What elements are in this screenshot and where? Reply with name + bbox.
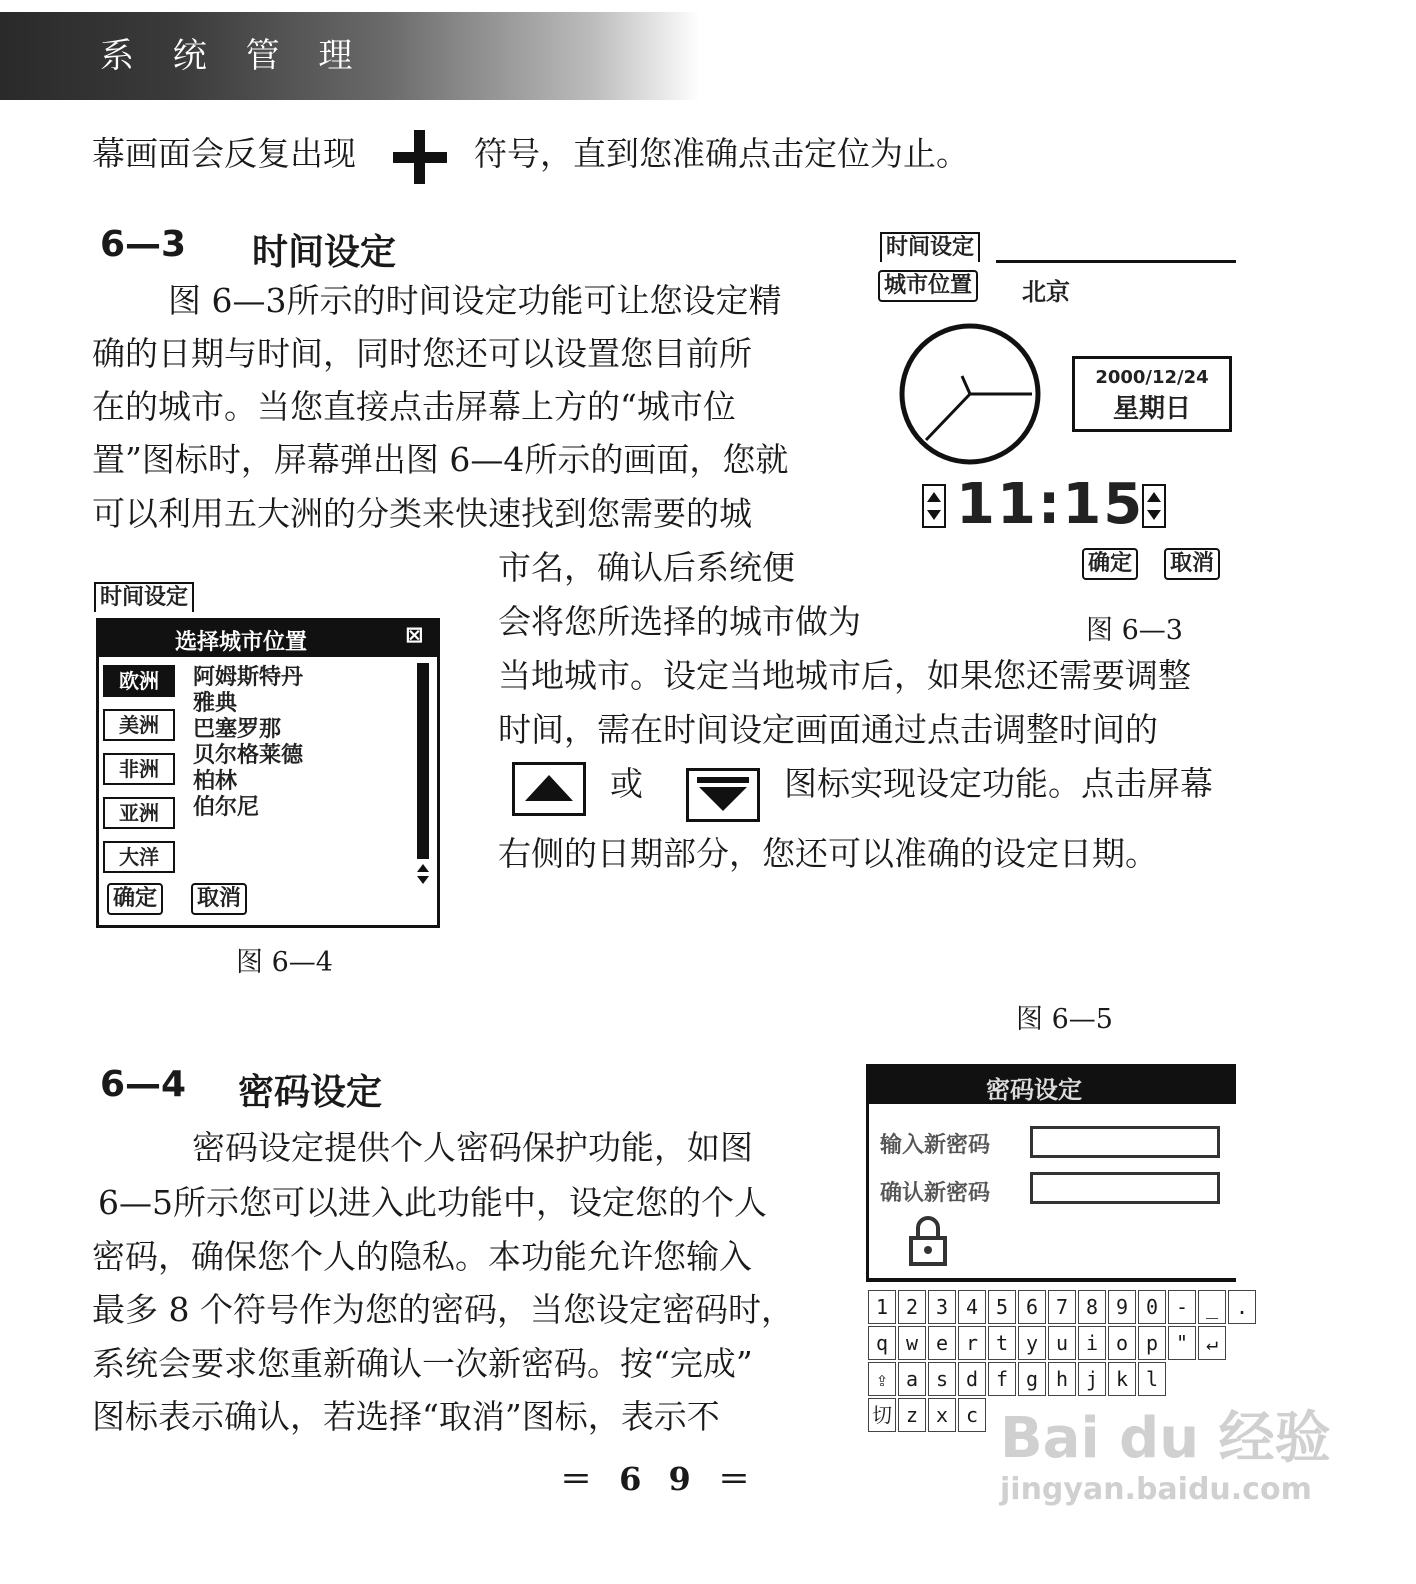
keyboard-row bbox=[868, 1362, 1168, 1396]
close-icon[interactable]: ⊠ bbox=[405, 623, 424, 648]
key[interactable]: 4 bbox=[958, 1290, 986, 1324]
key[interactable]: . bbox=[1228, 1290, 1256, 1324]
or-text: 或 bbox=[610, 764, 643, 803]
city-item[interactable]: 巴塞罗那 bbox=[193, 717, 282, 742]
key[interactable]: 3 bbox=[928, 1290, 956, 1324]
para-64-line: 密码，确保您个人的隐私。本功能允许您输入 bbox=[92, 1237, 752, 1276]
figure-6-3 bbox=[876, 228, 1236, 588]
continent-item[interactable]: 大洋 bbox=[103, 841, 175, 873]
chapter-title: 系 统 管 理 bbox=[100, 36, 367, 76]
keyboard-row bbox=[868, 1326, 1228, 1360]
analog-clock-icon bbox=[896, 320, 1044, 468]
frame-left bbox=[866, 1104, 869, 1280]
tab-divider bbox=[996, 260, 1236, 263]
para-64-line: 最多 8 个符号作为您的密码，当您设定密码时， bbox=[92, 1290, 794, 1329]
lock-icon bbox=[908, 1214, 948, 1268]
ok-button[interactable]: 确定 bbox=[1082, 548, 1138, 580]
new-password-input[interactable] bbox=[1030, 1126, 1220, 1158]
figure-6-4-caption: 图 6—4 bbox=[236, 947, 333, 978]
key[interactable]: a bbox=[898, 1362, 926, 1396]
watermark-url: jingyan.baidu.com bbox=[1000, 1472, 1312, 1507]
para-63-line: 置”图标时，屏幕弹出图 6—4所示的画面，您就 bbox=[92, 440, 789, 479]
key[interactable]: d bbox=[958, 1362, 986, 1396]
key[interactable]: g bbox=[1018, 1362, 1046, 1396]
section-63-title: 时间设定 bbox=[252, 232, 397, 273]
key[interactable]: 切 bbox=[868, 1398, 896, 1432]
key[interactable]: 0 bbox=[1138, 1290, 1166, 1324]
dialog-title-bar bbox=[99, 621, 437, 657]
key[interactable]: - bbox=[1168, 1290, 1196, 1324]
key[interactable]: _ bbox=[1198, 1290, 1226, 1324]
new-password-label: 输入新密码 bbox=[880, 1133, 991, 1158]
key[interactable]: 8 bbox=[1078, 1290, 1106, 1324]
minute-stepper-icon[interactable] bbox=[1142, 484, 1166, 528]
continent-item[interactable]: 亚洲 bbox=[103, 797, 175, 829]
down-arrow-icon bbox=[686, 768, 760, 822]
confirm-password-input[interactable] bbox=[1030, 1172, 1220, 1204]
key[interactable]: p bbox=[1138, 1326, 1166, 1360]
key[interactable]: c bbox=[958, 1398, 986, 1432]
continent-item[interactable]: 美洲 bbox=[103, 709, 175, 741]
keyboard-row bbox=[868, 1290, 1258, 1324]
confirm-password-label: 确认新密码 bbox=[880, 1181, 991, 1206]
key[interactable]: 5 bbox=[988, 1290, 1016, 1324]
section-64-title: 密码设定 bbox=[238, 1072, 383, 1113]
key[interactable]: z bbox=[898, 1398, 926, 1432]
key[interactable]: ⇪ bbox=[868, 1362, 896, 1396]
key[interactable]: 7 bbox=[1048, 1290, 1076, 1324]
continent-item-selected[interactable]: 欧洲 bbox=[103, 665, 175, 697]
city-item[interactable]: 贝尔格莱德 bbox=[193, 743, 304, 768]
key[interactable]: u bbox=[1048, 1326, 1076, 1360]
key[interactable]: r bbox=[958, 1326, 986, 1360]
city-dialog bbox=[96, 618, 440, 928]
key[interactable]: i bbox=[1078, 1326, 1106, 1360]
password-title-bar bbox=[866, 1064, 1236, 1104]
para-63-line: 市名，确认后系统便 bbox=[498, 548, 795, 587]
key[interactable]: e bbox=[928, 1326, 956, 1360]
city-location-button[interactable]: 城市位置 bbox=[878, 270, 978, 302]
key[interactable]: w bbox=[898, 1326, 926, 1360]
key[interactable]: s bbox=[928, 1362, 956, 1396]
para-63-line: 图 6—3所示的时间设定功能可让您设定精 bbox=[168, 281, 782, 320]
figure-6-4 bbox=[92, 578, 444, 934]
key[interactable]: o bbox=[1108, 1326, 1136, 1360]
watermark-brand: Bai du 经验 bbox=[1000, 1406, 1331, 1471]
continent-item[interactable]: 非洲 bbox=[103, 753, 175, 785]
key[interactable]: 9 bbox=[1108, 1290, 1136, 1324]
date-box[interactable] bbox=[1072, 356, 1232, 432]
para-64-line: 系统会要求您重新确认一次新密码。按“完成” bbox=[92, 1344, 753, 1383]
key[interactable]: j bbox=[1078, 1362, 1106, 1396]
city-list bbox=[193, 665, 413, 821]
password-title: 密码设定 bbox=[986, 1076, 1082, 1104]
key[interactable]: y bbox=[1018, 1326, 1046, 1360]
scrollbar[interactable] bbox=[417, 663, 429, 859]
cancel-button[interactable]: 取消 bbox=[191, 883, 247, 915]
page-number: ＝ 6 9 ＝ bbox=[560, 1460, 758, 1498]
para-63-line: 当地城市。设定当地城市后，如果您还需要调整 bbox=[498, 656, 1191, 695]
key[interactable]: 1 bbox=[868, 1290, 896, 1324]
para-63-line: 确的日期与时间，同时您还可以设置您目前所 bbox=[92, 334, 752, 373]
continent-list bbox=[103, 665, 179, 873]
cancel-button[interactable]: 取消 bbox=[1164, 548, 1220, 580]
para-63-line: 在的城市。当您直接点击屏幕上方的“城市位 bbox=[92, 387, 736, 426]
crosshair-icon bbox=[393, 130, 447, 184]
para-63-line: 右侧的日期部分，您还可以准确的设定日期。 bbox=[498, 834, 1158, 873]
weekday-value: 星期日 bbox=[1112, 394, 1191, 424]
para-63-line: 可以利用五大洲的分类来快速找到您需要的城 bbox=[92, 494, 752, 533]
dialog-title: 选择城市位置 bbox=[175, 630, 308, 655]
keyboard-row bbox=[868, 1398, 988, 1432]
key[interactable]: 2 bbox=[898, 1290, 926, 1324]
intro-line bbox=[92, 134, 356, 174]
section-63-number: 6—3 bbox=[100, 224, 187, 265]
city-item[interactable]: 伯尔尼 bbox=[193, 795, 260, 820]
tab-time-settings[interactable]: 时间设定 bbox=[880, 232, 980, 262]
city-item[interactable]: 阿姆斯特丹 bbox=[193, 665, 304, 690]
key[interactable]: q bbox=[868, 1326, 896, 1360]
figure-6-3-caption: 图 6—3 bbox=[1086, 615, 1183, 646]
figure-6-5 bbox=[866, 1064, 1249, 1436]
figure-6-5-caption: 图 6—5 bbox=[1016, 1004, 1113, 1035]
intro-text-after: 符号，直到您准确点击定位为止。 bbox=[474, 134, 969, 173]
key[interactable]: 6 bbox=[1018, 1290, 1046, 1324]
date-value: 2000/12/24 bbox=[1095, 367, 1209, 388]
city-item[interactable]: 柏林 bbox=[193, 769, 238, 794]
up-arrow-icon bbox=[512, 762, 586, 816]
key[interactable]: t bbox=[988, 1326, 1016, 1360]
key[interactable]: l bbox=[1138, 1362, 1166, 1396]
key[interactable]: x bbox=[928, 1398, 956, 1432]
time-display: 11:15 bbox=[956, 472, 1145, 537]
key[interactable]: h bbox=[1048, 1362, 1076, 1396]
para-63-line: 图标实现设定功能。点击屏幕 bbox=[784, 764, 1213, 803]
key[interactable]: k bbox=[1108, 1362, 1136, 1396]
para-64-line: 6—5所示您可以进入此功能中，设定您的个人 bbox=[98, 1183, 767, 1222]
keyboard-divider bbox=[866, 1278, 1236, 1282]
key[interactable]: " bbox=[1168, 1326, 1196, 1360]
tab-time-settings[interactable]: 时间设定 bbox=[94, 582, 194, 612]
city-item[interactable]: 雅典 bbox=[193, 691, 238, 716]
hour-stepper-icon[interactable] bbox=[922, 484, 946, 528]
scroll-arrows-icon[interactable] bbox=[415, 863, 431, 885]
current-city: 北京 bbox=[1022, 278, 1070, 306]
para-63-line: 会将您所选择的城市做为 bbox=[498, 602, 861, 641]
para-64-line: 图标表示确认，若选择“取消”图标，表示不 bbox=[92, 1397, 720, 1436]
intro-text-before: 幕画面会反复出现 bbox=[92, 134, 356, 173]
section-64-number: 6—4 bbox=[100, 1064, 187, 1105]
key[interactable]: f bbox=[988, 1362, 1016, 1396]
key[interactable]: ↵ bbox=[1198, 1326, 1226, 1360]
para-64-line: 密码设定提供个人密码保护功能，如图 bbox=[192, 1128, 753, 1167]
para-63-line: 时间，需在时间设定画面通过点击调整时间的 bbox=[498, 710, 1158, 749]
ok-button[interactable]: 确定 bbox=[107, 883, 163, 915]
